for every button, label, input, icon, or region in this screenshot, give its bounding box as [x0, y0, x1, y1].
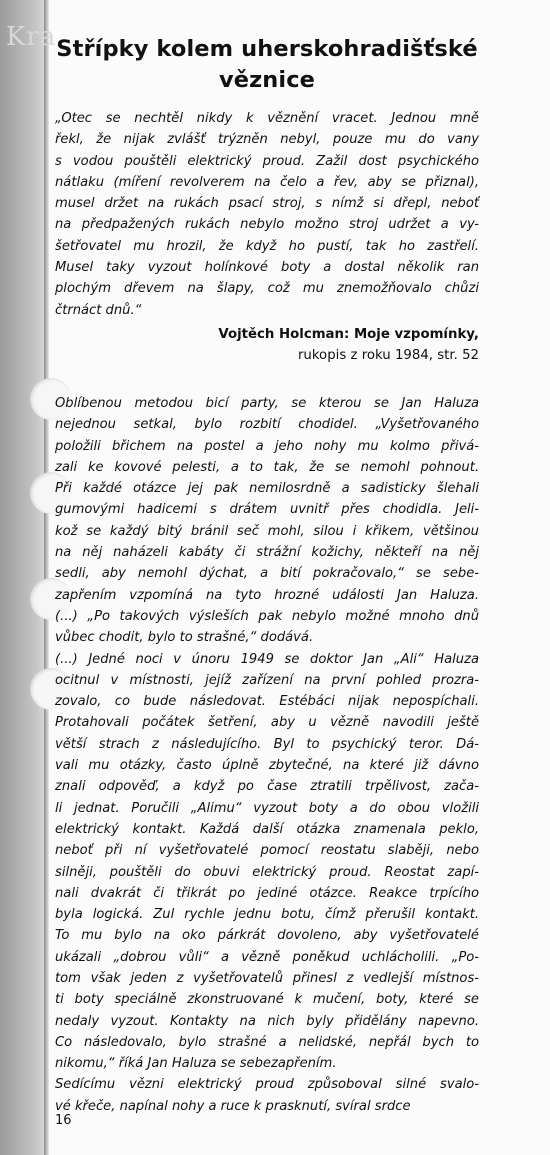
text-line: Sedícímu vězni elektrický proud způsoboval silné svalo- — [55, 1077, 479, 1093]
text-line: nedaly vyzout. Kontakty na nich byly přidělány napevno. — [55, 1013, 479, 1029]
text-line: plochým dřevem na šlapy, což mu znemožňovalo chůzi — [55, 281, 479, 297]
attribution-author: Vojtěch Holcman: Moje vzpomínky, — [218, 326, 479, 342]
text-line: musel držet na rukách psací stroj, s nímž si dřepl, neboť — [55, 196, 479, 212]
text-line: větší strach z následujícího. Byl to psychický teror. Dá- — [55, 736, 479, 752]
text-line: znali odpověď, a když po čase ztratili trpělivost, zača- — [55, 779, 479, 795]
body-text — [55, 393, 479, 1117]
text-line: neboť při ní vyšetřovatelé pomocí reostatu slaběji, nebo — [55, 843, 479, 859]
text-line: Při každé otázce jej pak nemilosrdně a sadisticky šlehali — [55, 481, 479, 497]
text-line: šetřovatel mu hrozil, že když ho pustí, tak ho zastřelí. — [55, 238, 479, 254]
text-line: na něj naházeli kabáty či strážní kožichy, někteří na něj — [55, 545, 479, 561]
attribution-source: rukopis z roku 1984, str. 52 — [297, 347, 479, 363]
page-number: 16 — [55, 1113, 72, 1128]
text-line: sedli, aby nemohl dýchat, a bití pokračovalo,“ se sebe- — [55, 566, 479, 582]
text-line: vůbec chodit, bylo to strašné,“ dodává. — [55, 630, 314, 646]
text-line: s vodou pouštěli elektrický proud. Zažil dost psychického — [55, 153, 479, 169]
text-line: (...) Jedné noci v únoru 1949 se doktor Jan „Ali“ Haluza — [55, 651, 479, 667]
text-line: zapřením vzpomíná na tyto hrozné události Jan Haluza. — [55, 587, 479, 603]
text-line: nali dvakrát či třikrát po jediné otázce. Reakce trpícího — [55, 885, 479, 901]
text-line: nátlaku (míření revolverem na čelo a řev, aby se přiznal), — [55, 174, 479, 190]
quote-attribution — [55, 324, 479, 366]
title-line: Střípky kolem uherskohradišťské — [56, 36, 478, 62]
text-line: Musel taky vyzout holínkové boty a dostal několik ran — [55, 260, 479, 276]
page-title — [55, 34, 479, 96]
text-line: ti boty speciálně zkonstruované k mučení, boty, které se — [55, 992, 479, 1008]
title-line: věznice — [218, 67, 316, 93]
margin-label: Kra — [6, 22, 57, 52]
text-line: čtrnáct dnů.“ — [55, 302, 142, 318]
text-line: „Otec se nechtěl nikdy k věznění vracet. Jednou mně — [55, 111, 479, 126]
text-line: Co následovalo, bylo strašné a nelidské, nepřál bych to — [55, 1034, 479, 1050]
text-line: ukázali „dobrou vůli“ a vězně poněkud uchlácholili. „Po- — [55, 949, 479, 965]
quote-block — [55, 108, 479, 321]
text-line: řekl, že nijak zvlášť trýzněn nebyl, pouze mu do vany — [55, 132, 479, 148]
text-line: vali mu otázky, často úplně zbytečné, na které již dávno — [55, 758, 479, 774]
text-line: nejednou setkal, bylo rozbití chodidel. „Vyšetřovaného — [55, 417, 479, 433]
text-line: zali ke kovové pelesti, a to tak, že se nemohl pohnout. — [55, 459, 479, 475]
text-line: gumovými hadicemi s drátem uvnitř přes chodidla. Jeli- — [55, 502, 479, 518]
page-content — [55, 34, 479, 1117]
text-line: kož se každý bitý bránil seč mohl, silou i křikem, většinou — [55, 523, 479, 539]
text-line: li jednat. Poručili „Alimu“ vyzout boty a do obou vložili — [55, 800, 479, 816]
text-line: Oblíbenou metodou bicí party, se kterou se Jan Haluza — [55, 395, 479, 411]
text-line: (...) „Po takových výsleších pak nebylo možné mnoho dnů — [55, 608, 479, 624]
text-line: To mu bylo na oko párkrát dovoleno, aby vyšetřovatelé — [55, 928, 479, 944]
text-line: ocitnul v místnosti, jejíž zařízení na první pohled prozra- — [55, 672, 479, 688]
text-line: byla logická. Zul rychle jednu botu, čímž přerušil kontakt. — [55, 907, 479, 923]
text-line: na předpažených rukách nebylo možno stroj udržet a vy- — [55, 217, 479, 233]
text-line: tom však jeden z vyšetřovatelů přinesl z vedlejší místnos- — [55, 970, 479, 986]
text-line: silněji, pouštěli do obuvi elektrický proud. Reostat zapí- — [55, 864, 479, 880]
text-line: vé křeče, napínal nohy a ruce k prasknutí, svíral srdce — [55, 1098, 411, 1114]
text-line: zovalo, co bude následovat. Estébáci nijak nepospíchali. — [55, 694, 479, 710]
text-line: položili břichem na postel a jeho nohy mu kolmo přivá- — [55, 438, 479, 454]
text-line: elektrický kontakt. Každá další otázka znamenala peklo, — [55, 821, 479, 837]
binder-margin-strip — [0, 0, 46, 1155]
text-line: Protahovali počátek šetření, aby u vězně navodili ještě — [55, 715, 479, 731]
text-line: nikomu,“ říká Jan Haluza se sebezapřením. — [55, 1056, 337, 1072]
